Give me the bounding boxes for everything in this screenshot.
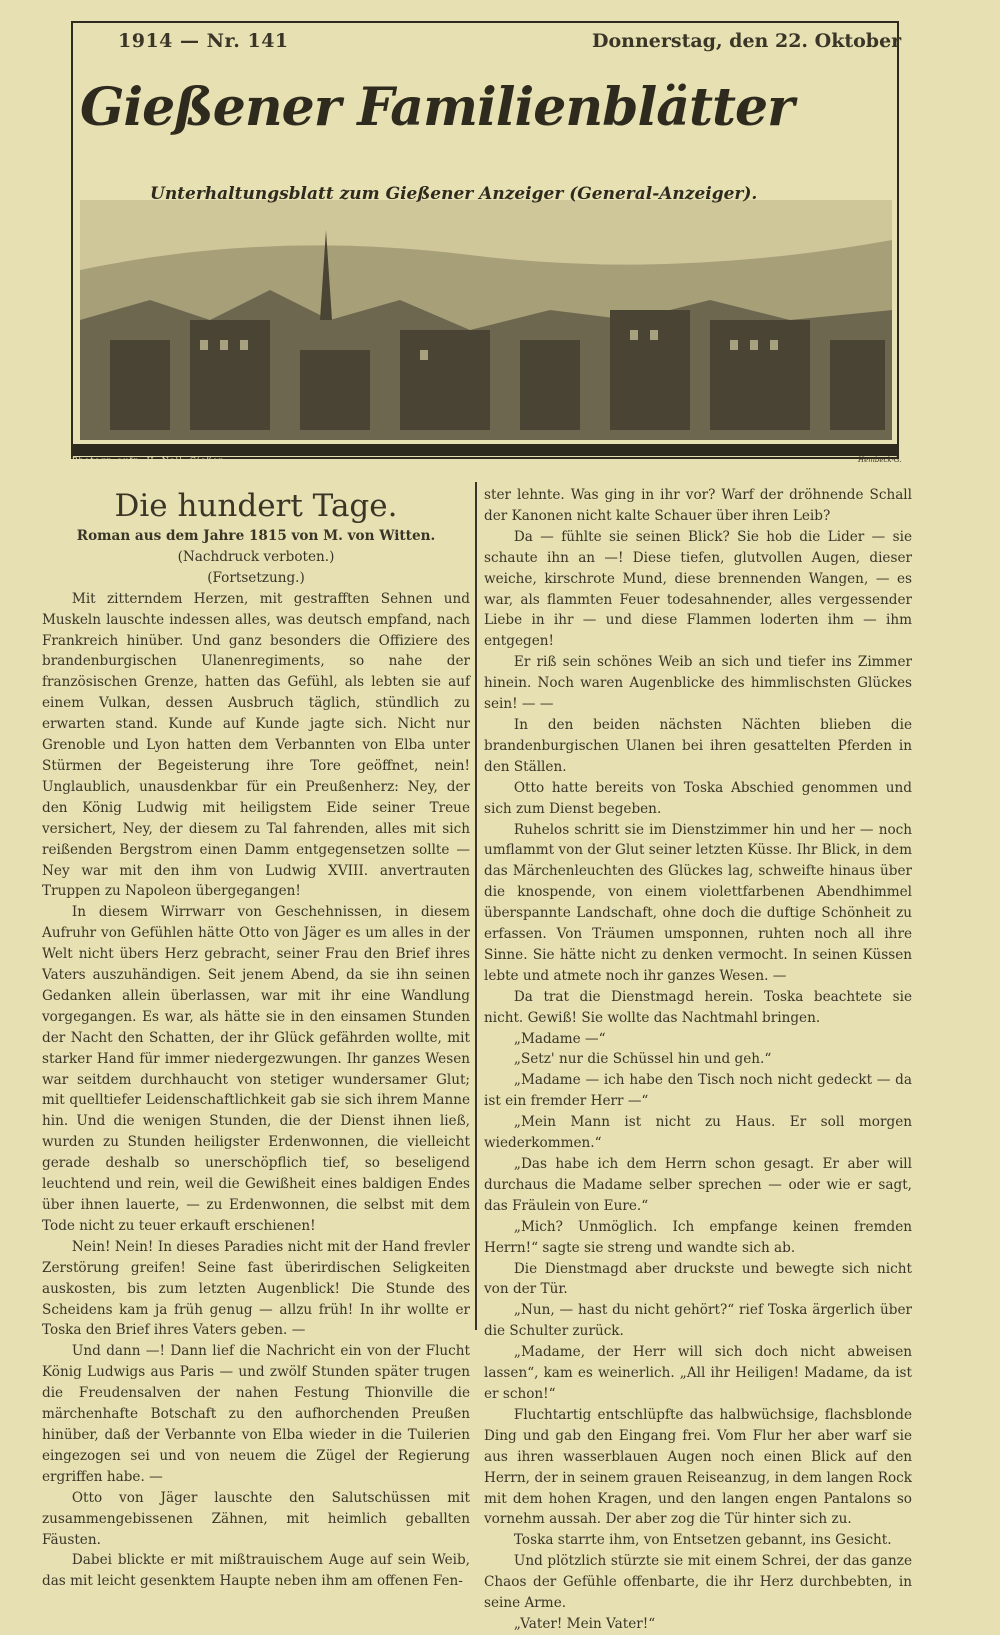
paragraph: „Nun, — hast du nicht gehört?“ rief Toska ärgerlich über die Schulter zurück. xyxy=(484,1302,912,1340)
paragraph: Da — fühlte sie seinen Blick? Sie hob die Lider — sie schaute ihn an —! Diese tiefen, glutvollen Augen, dieser weiche, kirschrote Mund, diese brennenden Wangen, — es war, als flammten Feuer todesahnender, alles vergessender Liebe in ihr — und diese Flammen loderten ihm — ihm entgegen! xyxy=(484,528,912,650)
continuation-note: (Fortsetzung.) xyxy=(207,569,305,586)
issue-date: Donnerstag, den 22. Oktober xyxy=(592,30,902,52)
paragraph: „Mich? Unmöglich. Ich empfange keinen fremden Herrn!“ sagte sie streng und wandte sich ab. xyxy=(484,1218,912,1256)
paragraph: „Mein Mann ist nicht zu Haus. Er soll morgen wiederkommen.“ xyxy=(484,1114,912,1152)
paragraph: Und dann —! Dann lief die Nachricht ein von der Flucht König Ludwigs aus Paris — und zwölf Stunden später trugen die Freudensalven der nahen Festung Thionville die märchenhafte Botschaft zu den aufhorchenden Preußen hinüber, daß der Verbannte von Elba wieder in die Tuilerien eingezogen sei und von neuem die Zügel der Regierung ergriffen habe. — xyxy=(42,1343,470,1485)
column-divider xyxy=(475,482,477,1330)
photo-credit: Photogr. aufn. H. Noll, Gießen xyxy=(72,456,225,465)
paragraph: In diesem Wirrwarr von Geschehnissen, in diesem Aufruhr von Gefühlen hätte Otto von Jäger es um alles in der Welt nicht übers Herz gebracht, seiner Frau den Brief ihres Vaters auszuhändigen. Seit jenem Abend, da sie ihn seinen Gedanken allein überlassen, war mit ihr eine Wandlung vorgegangen. Es war, als hätte sie in den einsamen Stunden der Nacht den Schatten, der ihr Glück gefährden wollte, mit starker Hand für immer niedergezwungen. Ihr ganzes Wesen war seitdem durchhaucht von stetiger wundersamer Glut; mit quelltiefer Leidenschaftlichkeit gab sie sich ihrem Manne hin. Und die wenigen Stunden, die der Dienst ihnen ließ, wurden zu Stunden heiligster Erdenwonnen, die vielleicht gerade deshalb so unerschöpflich tief, so beseligend leuchtend und rein, weil die Gewißheit eines baldigen Endes über ihnen lauerte, — zu Erdenwonnen, die selbst mit dem Tode nicht zu teuer erkauft erschienen! xyxy=(42,904,470,1234)
paragraph: Toska starrte ihm, von Entsetzen gebannt, ins Gesicht. xyxy=(513,1532,892,1549)
newspaper-title: Gießener Familienblätter xyxy=(80,77,794,138)
paragraph: „Vater! Mein Vater!“ xyxy=(513,1615,656,1632)
paragraph: „Madame, der Herr will sich doch nicht abweisen lassen“, kam es weinerlich. „All ihr Heiligen! Madame, da ist er schon!“ xyxy=(484,1344,912,1402)
paragraph: In den beiden nächsten Nächten blieben die brandenburgischen Ulanen bei ihren gesattelten Pferden in den Ställen. xyxy=(484,716,912,775)
paragraph: Otto von Jäger lauschte den Salutschüssen mit zusammengebissenen Zähnen, mit heimlich geballten Fäusten. xyxy=(42,1489,470,1548)
paragraph: „Das habe ich dem Herrn schon gesagt. Er aber will durchaus die Madame selber sprechen — oder wie er sagt, das Fräulein von Eure.“ xyxy=(484,1156,912,1214)
article-column-right xyxy=(484,485,912,1635)
story-title: Die hundert Tage. xyxy=(114,488,398,524)
paragraph: Fluchtartig entschlüpfte das halbwüchsige, flachsblonde Ding und gab den Eingang frei. Vom Flur her aber warf sie aus ihren wasserblauen Augen noch einen Blick auf den Herrn, der in seinem grauen Reiseanzug, in dem langen Rock mit dem hohen Kragen, und den langen engen Pantalons so vornehm aussah. Der aber zog die Tür hinter sich zu. xyxy=(484,1406,912,1528)
paragraph: ster lehnte. Was ging in ihr vor? Warf der dröhnende Schall der Kanonen nicht kalte Schauer über ihren Leib? xyxy=(484,487,912,524)
paragraph: „Madame — ich habe den Tisch noch nicht gedeckt — da ist ein fremder Herr —“ xyxy=(484,1072,912,1110)
right-body xyxy=(484,485,912,1635)
left-body xyxy=(42,589,470,1593)
paragraph: Nein! Nein! In dieses Paradies nicht mit der Hand frevler Zerstörung greifen! Seine fast überirdischen Seligkeiten auskosten, bis zum letzten Augenblick! Die Stunde des Scheidens kam ja früh genug — allzu früh! In ihr wollte er Toska den Brief ihres Vaters geben. — xyxy=(42,1238,470,1339)
paragraph: Mit zitterndem Herzen, mit gestrafften Sehnen und Muskeln lauschte indessen alles, was deutsch empfand, nach Frankreich hinüber. Und ganz besonders die Offiziere des brandenburgischen Ulanenregiments, so nahe der französischen Grenze, hatten das Gefühl, als lebten sie auf einem Vulkan, dessen Ausbruch täglich, stündlich zu erwarten stand. Kunde auf Kunde jagte sich. Nicht nur Grenoble und Lyon hatten dem Verbannten von Elba unter Stürmen der Begeisterung ihre Tore geöffnet, nein! Unglaublich, unausdenkbar für ein Preußenherz: Ney, der den König Ludwig mit heiligstem Eide seiner Treue versichert, Ney, der diesem zu Tal fahrenden, alles mit sich reißenden Bergstrom einen Damm entgegensetzen sollte — Ney war mit den ihm von Ludwig XVIII. anvertrauten Truppen zu Napoleon übergegangen! xyxy=(42,590,470,900)
paragraph: Dabei blickte er mit mißtrauischem Auge auf sein Weib, das mit leicht gesenktem Haupte neben ihm am offenen Fen- xyxy=(42,1552,470,1590)
issue-number: 1914 — Nr. 141 xyxy=(118,30,289,52)
paragraph: Otto hatte bereits von Toska Abschied genommen und sich zum Dienst begeben. xyxy=(484,779,912,817)
paragraph: Er riß sein schönes Weib an sich und tiefer ins Zimmer hinein. Noch waren Augenblicke des himmlischsten Glückes sein! — — xyxy=(484,654,912,713)
engraver-credit: Hembeck-G. xyxy=(858,456,902,464)
paragraph: „Madame —“ xyxy=(513,1030,606,1047)
article-column-left xyxy=(42,488,470,1592)
paragraph: Die Dienstmagd aber druckste und bewegte sich nicht von der Tür. xyxy=(484,1260,912,1298)
reprint-notice: (Nachdruck verboten.) xyxy=(177,548,335,565)
paragraph: Ruhelos schritt sie im Dienstzimmer hin und her — noch umflammt von der Glut seiner letzten Küsse. Ihr Blick, in dem das Märchenleuchten des Glückes lag, schweifte hinaus über die knospende, von einem violettfarbenen Abendhimmel überspannte Landschaft, ohne doch die duftige Schönheit zu erfassen. Von Träumen umsponnen, ruhten noch all ihre Sinne. Sie hätte nicht zu denken vermocht. In seinen Küssen lebte und atmete noch ihr ganzes Wesen. — xyxy=(484,821,912,984)
paragraph: Da trat die Dienstmagd herein. Toska beachtete sie nicht. Gewiß! Sie wollte das Nachtmahl bringen. xyxy=(484,988,912,1026)
paragraph: Und plötzlich stürzte sie mit einem Schrei, der das ganze Chaos der Gefühle offenbarte, die ihr Herz durchbebten, in seine Arme. xyxy=(484,1553,912,1612)
newspaper-subtitle: Unterhaltungsblatt zum Gießener Anzeiger (General-Anzeiger). xyxy=(150,184,758,204)
story-subtitle: Roman aus dem Jahre 1815 von M. von Witten. xyxy=(76,528,436,544)
paragraph: „Setz' nur die Schüssel hin und geh.“ xyxy=(513,1051,772,1068)
